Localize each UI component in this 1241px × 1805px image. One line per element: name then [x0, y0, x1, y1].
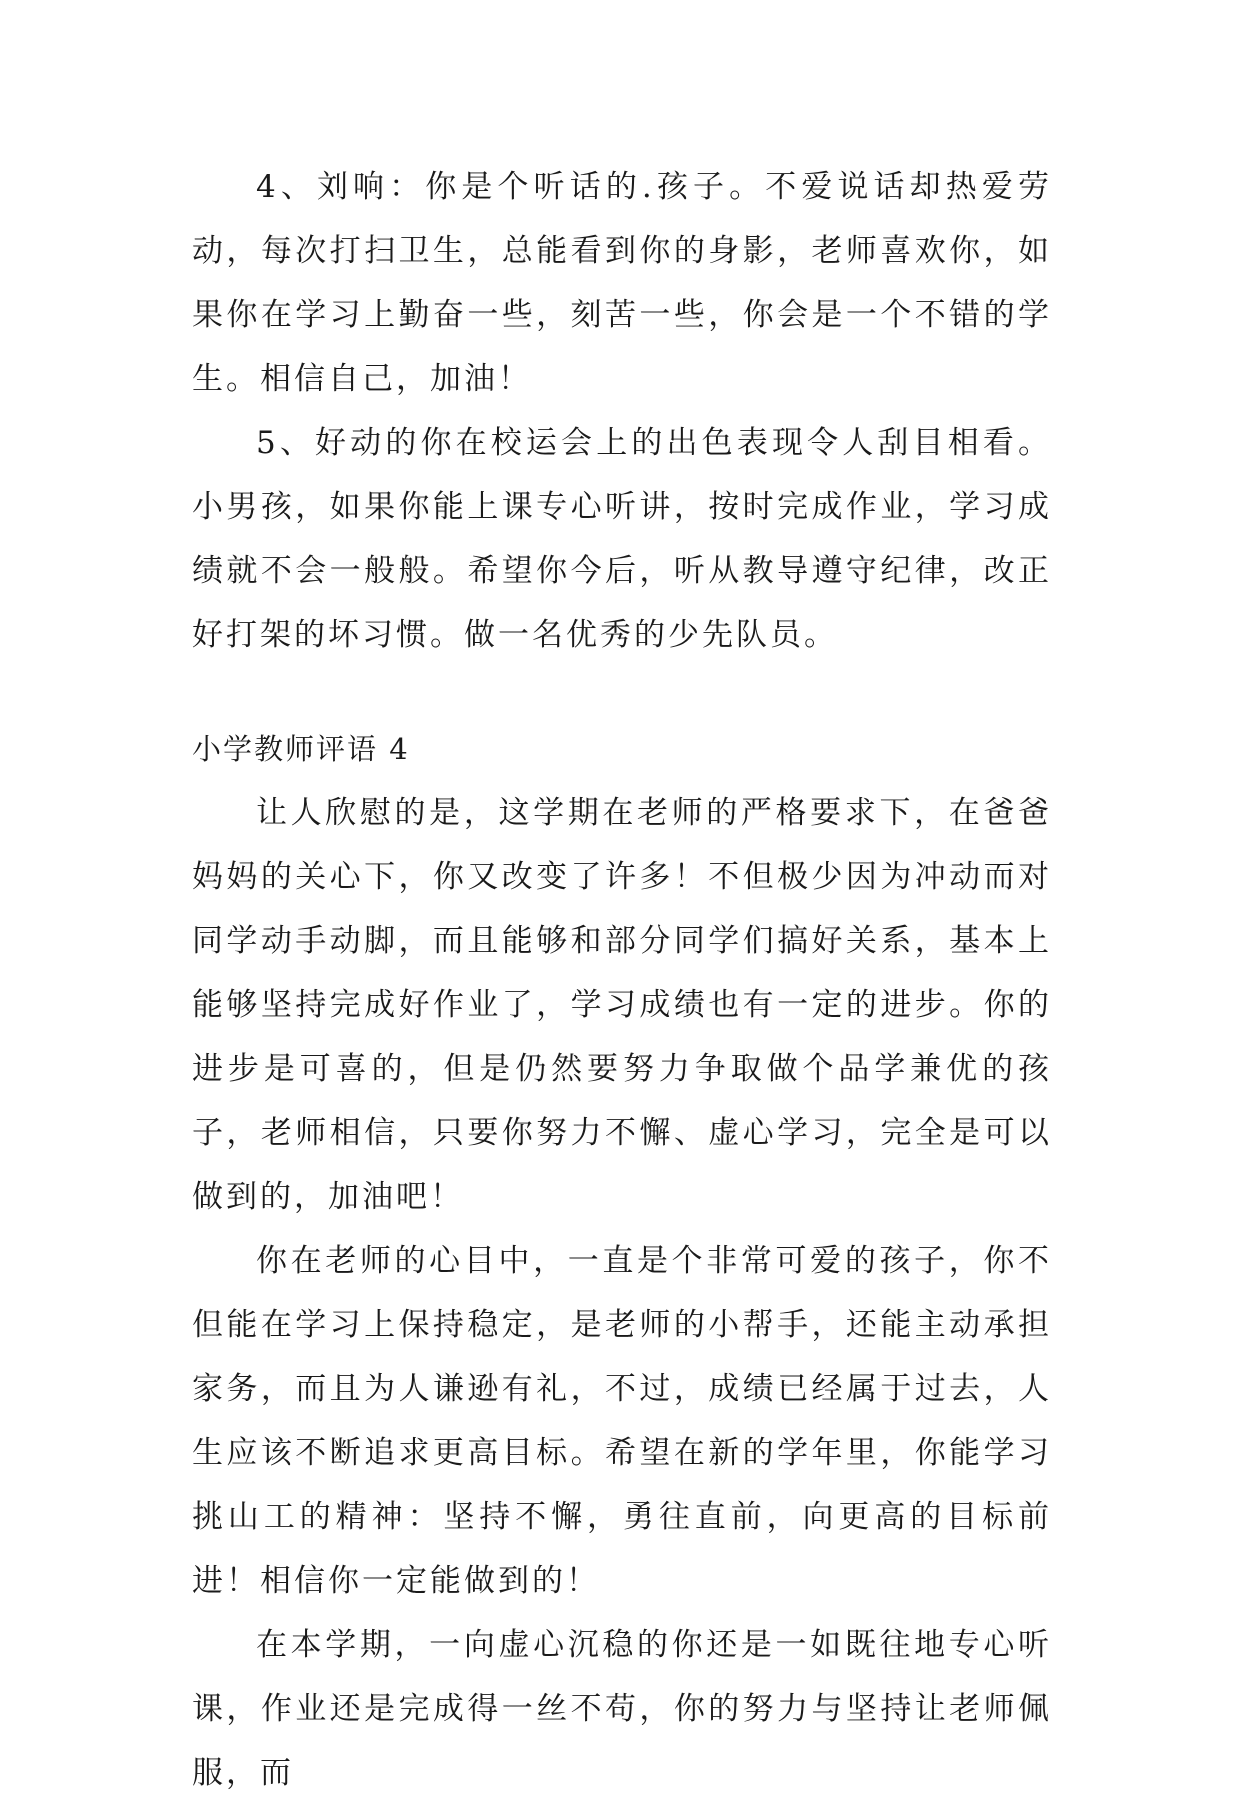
paragraph-comment-c: 在本学期，一向虚心沉稳的你还是一如既往地专心听课，作业还是完成得一丝不苟，你的努力与坚持让老师佩服，而 [192, 1627, 1052, 1791]
paragraph-comment-b: 你在老师的心目中，一直是个非常可爱的孩子，你不但能在学习上保持稳定，是老师的小帮手，还能主动承担家务，而且为人谦逊有礼，不过，成绩已经属于过去，人生应该不断追求更高目标。希望在新的学年里，你能学习挑山工的精神：坚持不懈，勇往直前，向更高的目标前进！相信你一定能做到的！ [192, 1243, 1052, 1599]
paragraph-comment-5: 5、好动的你在校运会上的出色表现令人刮目相看。小男孩，如果你能上课专心听讲，按时完成作业，学习成绩就不会一般般。希望你今后，听从教导遵守纪律，改正好打架的坏习惯。做一名优秀的少先队员。 [192, 425, 1052, 653]
section-spacer [192, 667, 1052, 717]
document-body [192, 155, 1052, 1805]
section-title: 小学教师评语 4 [192, 732, 410, 766]
paragraph-comment-a: 让人欣慰的是，这学期在老师的严格要求下，在爸爸妈妈的关心下，你又改变了许多！不但极少因为冲动而对同学动手动脚，而且能够和部分同学们搞好关系，基本上能够坚持完成好作业了，学习成绩也有一定的进步。你的进步是可喜的，但是仍然要努力争取做个品学兼优的孩子，老师相信，只要你努力不懈、虚心学习，完全是可以做到的，加油吧！ [192, 795, 1052, 1215]
paragraph-comment-4: 4、刘响：你是个听话的.孩子。不爱说话却热爱劳动，每次打扫卫生，总能看到你的身影，老师喜欢你，如果你在学习上勤奋一些，刻苦一些，你会是一个不错的学生。相信自己，加油！ [192, 169, 1052, 397]
